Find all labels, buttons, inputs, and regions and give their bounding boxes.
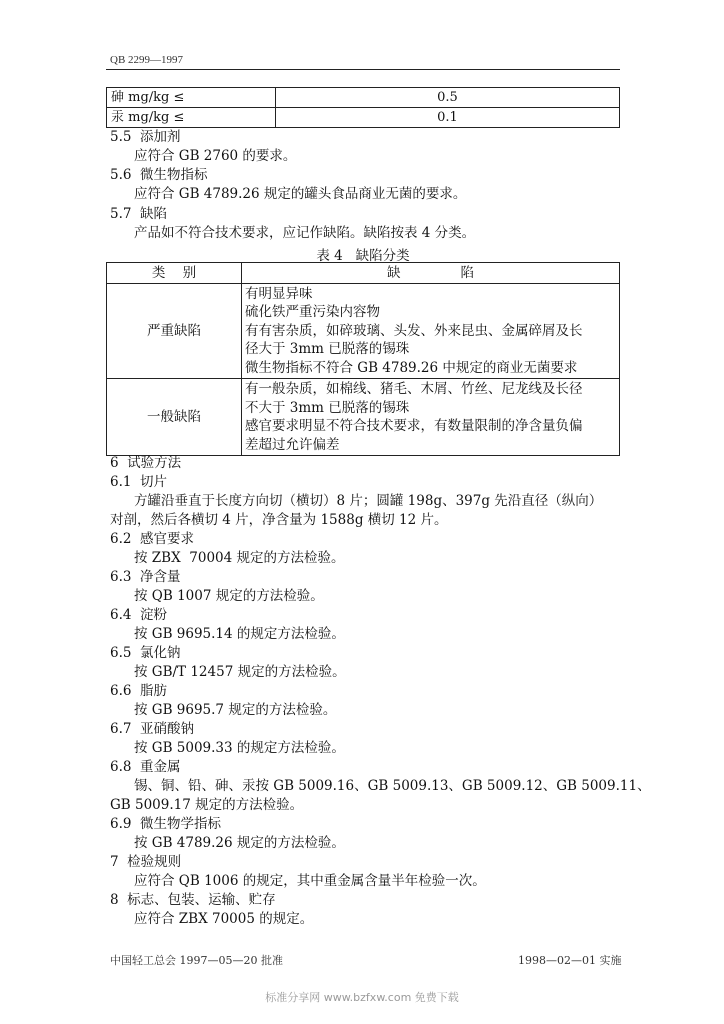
defect-line: 有有害杂质，如碎玻璃、头发、外来昆虫、金属碎屑及长	[245, 322, 583, 339]
footer-approval: 中国轻工总会 1997—05—20 批准	[110, 954, 283, 967]
section-5-6-text: 应符合 GB 4789.26 规定的罐头食品商业无菌的要求。	[134, 186, 467, 202]
defect-line: 差超过允许偏差	[245, 436, 340, 453]
section-6-3-title: 6.3 净含量	[110, 569, 181, 585]
defect-line: 感官要求明显不符合技术要求，有数量限制的净含量负偏	[245, 418, 583, 434]
table-row	[107, 108, 620, 128]
defect-table	[106, 262, 620, 456]
limit-label: 汞 mg/kg ≤	[107, 108, 276, 128]
section-6-2-text: 按 ZBX 70004 规定的方法检验。	[134, 550, 345, 566]
section-6-8-title: 6.8 重金属	[110, 759, 181, 775]
header-defect: 缺 陷	[242, 263, 620, 284]
defect-description	[242, 379, 620, 456]
table-header-row	[107, 263, 620, 284]
section-7-text: 应符合 QB 1006 的规定，其中重金属含量半年检验一次。	[134, 873, 486, 889]
defect-line: 不大于 3mm 已脱落的锡珠	[245, 399, 410, 416]
table-row	[107, 379, 620, 456]
section-6-8-text-line1: 锡、铜、铅、砷、汞按 GB 5009.16、GB 5009.13、GB 5009.12、GB 5009.11、	[134, 778, 651, 794]
table-4-caption: 表 4 缺陷分类	[316, 248, 410, 264]
section-5-6-title: 5.6 微生物指标	[110, 167, 208, 183]
section-5-7-title: 5.7 缺陷	[110, 206, 168, 222]
section-7-title: 7 检验规则	[110, 854, 182, 870]
table-row	[107, 284, 620, 379]
section-6-8-text-line2: GB 5009.17 规定的方法检验。	[110, 797, 304, 813]
section-6-1-title: 6.1 切片	[110, 474, 168, 490]
section-6-7-text: 按 GB 5009.33 的规定方法检验。	[134, 740, 345, 756]
limits-table	[106, 87, 620, 128]
footer-implementation: 1998—02—01 实施	[518, 954, 622, 967]
section-8-text: 应符合 ZBX 70005 的规定。	[134, 911, 314, 927]
section-6-6-text: 按 GB 9695.7 规定的方法检验。	[134, 702, 337, 718]
table-row	[107, 88, 620, 108]
section-5-7-text: 产品如不符合技术要求，应记作缺陷。缺陷按表 4 分类。	[134, 225, 476, 241]
watermark: 标准分享网 www.bzfxw.com 免费下载	[265, 991, 459, 1004]
section-8-title: 8 标志、包装、运输、贮存	[110, 892, 276, 908]
section-6-6-title: 6.6 脂肪	[110, 683, 168, 699]
category-serious: 严重缺陷	[107, 284, 242, 379]
section-5-5-text: 应符合 GB 2760 的要求。	[134, 148, 297, 164]
section-6-3-text: 按 QB 1007 规定的方法检验。	[134, 588, 324, 604]
limit-value: 0.1	[276, 108, 620, 128]
section-6-4-title: 6.4 淀粉	[110, 607, 168, 623]
defect-line: 有明显异味	[245, 285, 313, 302]
page-header-standard-number: QB 2299—1997	[110, 54, 184, 66]
section-6-4-text: 按 GB 9695.14 的规定方法检验。	[134, 626, 345, 642]
defect-line: 硫化铁严重污染内容物	[245, 304, 380, 321]
section-6-5-text: 按 GB/T 12457 规定的方法检验。	[134, 664, 346, 680]
defect-line: 径大于 3mm 已脱落的锡珠	[245, 341, 410, 358]
section-6-1-text-line1: 方罐沿垂直于长度方向切（横切）8 片；圆罐 198g、397g 先沿直径（纵向）	[134, 493, 603, 509]
defect-line: 有一般杂质，如棉线、猪毛、木屑、竹丝、尼龙线及长径	[245, 381, 583, 397]
section-6-7-title: 6.7 亚硝酸钠	[110, 721, 195, 737]
section-6-5-title: 6.5 氯化钠	[110, 645, 181, 661]
defect-description	[242, 284, 620, 379]
section-6-title: 6 试验方法	[110, 455, 182, 471]
section-6-9-title: 6.9 微生物学指标	[110, 816, 222, 832]
section-6-9-text: 按 GB 4789.26 规定的方法检验。	[134, 835, 345, 851]
header-rule	[106, 69, 620, 70]
category-general: 一般缺陷	[107, 379, 242, 456]
section-6-2-title: 6.2 感官要求	[110, 531, 195, 547]
header-category: 类 别	[107, 263, 242, 284]
section-6-1-text-line2: 对剖，然后各横切 4 片，净含量为 1588g 横切 12 片。	[110, 512, 448, 528]
limit-label: 砷 mg/kg ≤	[107, 88, 276, 108]
limit-value: 0.5	[276, 88, 620, 108]
section-5-5-title: 5.5 添加剂	[110, 129, 181, 145]
defect-line: 微生物指标不符合 GB 4789.26 中规定的商业无菌要求	[245, 359, 578, 376]
